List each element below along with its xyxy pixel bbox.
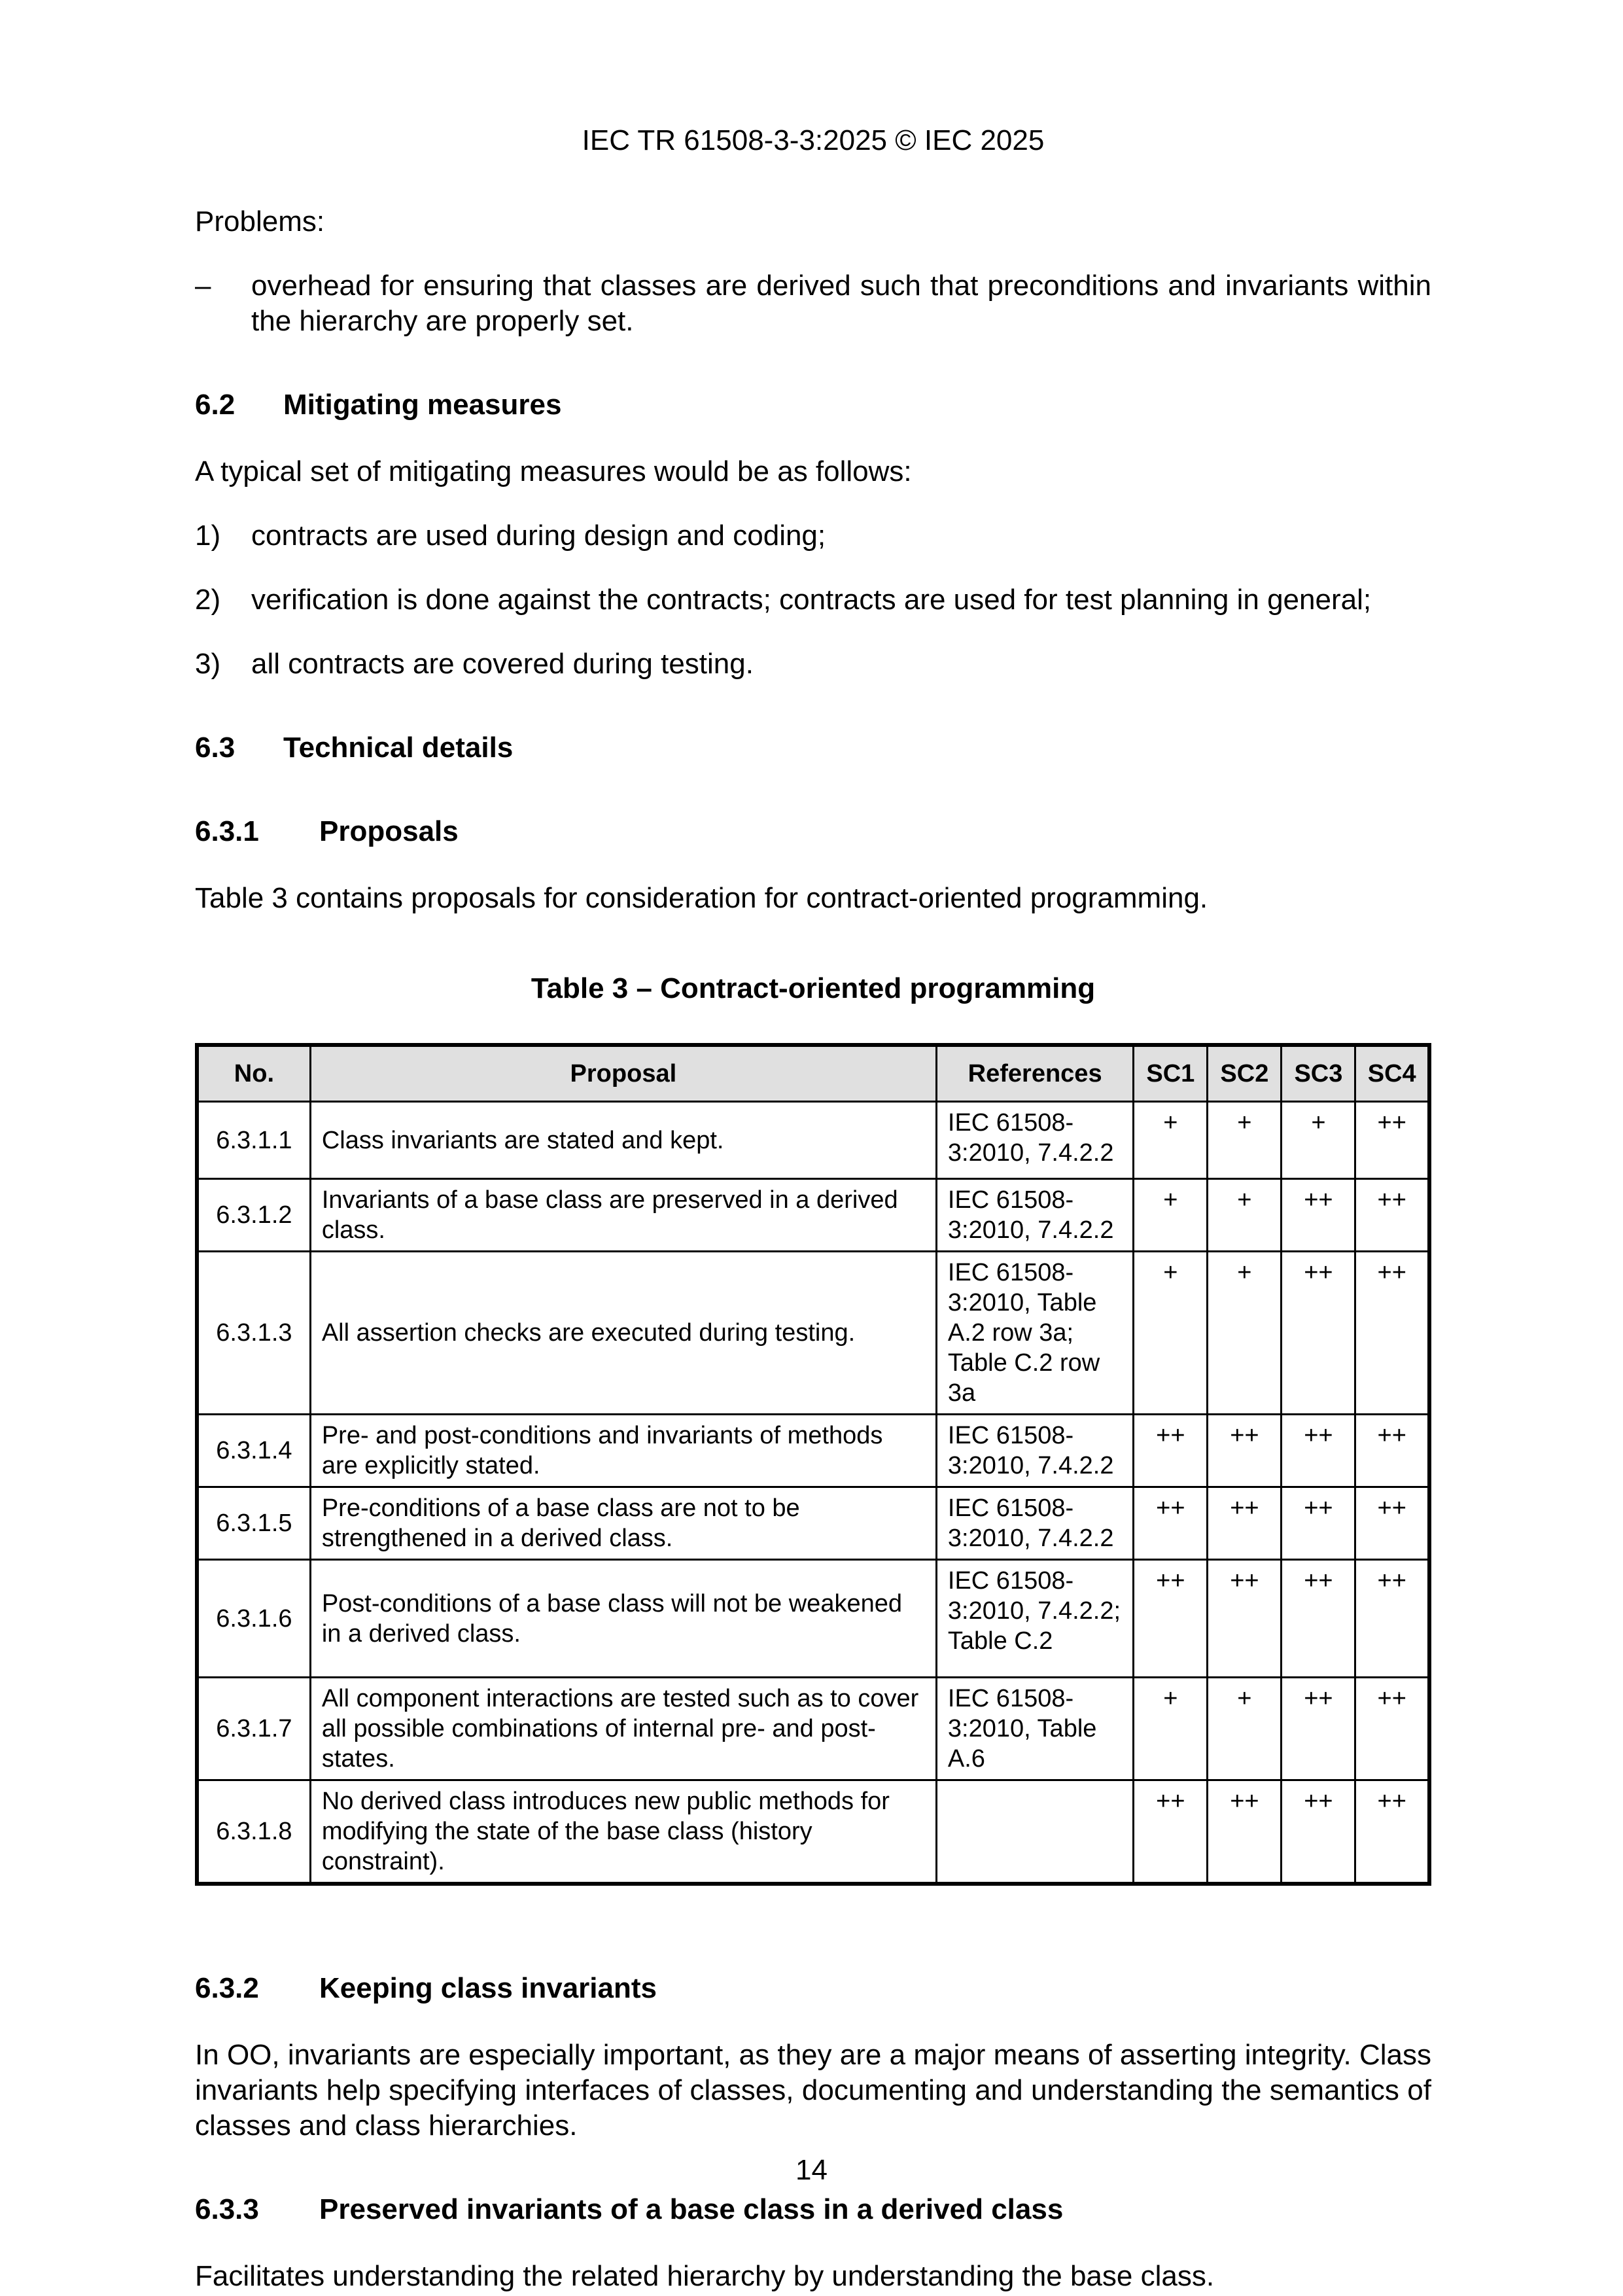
cell-references: IEC 61508-3:2010, 7.4.2.2; Table C.2 [936, 1560, 1133, 1678]
column-header-sc1: SC1 [1134, 1045, 1208, 1102]
cell-sc3: ++ [1282, 1179, 1355, 1252]
cell-references [936, 1780, 1133, 1884]
cell-sc2: ++ [1208, 1487, 1282, 1560]
column-header-proposal: Proposal [310, 1045, 936, 1102]
cell-sc4: ++ [1355, 1487, 1429, 1560]
heading-number: 6.3.3 [195, 2193, 259, 2225]
list-item-text: all contracts are covered during testing. [251, 648, 754, 680]
column-header-sc2: SC2 [1208, 1045, 1282, 1102]
heading-title: Preserved invariants of a base class in a derived class [319, 2193, 1064, 2225]
cell-proposal: Invariants of a base class are preserved in a derived class. [310, 1179, 936, 1252]
list-number: 3) [195, 648, 221, 680]
heading-6-3-3 [195, 2192, 1431, 2227]
cell-sc3: ++ [1282, 1252, 1355, 1415]
problem-item-text: overhead for ensuring that classes are derived such that preconditions and invariants within the hierarchy are properly set. [251, 270, 1431, 337]
cell-no: 6.3.1.5 [197, 1487, 310, 1560]
cell-no: 6.3.1.3 [197, 1252, 310, 1415]
table-row [197, 1415, 1429, 1487]
list-item-text: verification is done against the contracts; contracts are used for test planning in general; [251, 584, 1372, 616]
cell-sc3: ++ [1282, 1487, 1355, 1560]
cell-sc4: ++ [1355, 1179, 1429, 1252]
cell-sc4: ++ [1355, 1252, 1429, 1415]
cell-sc1: + [1134, 1252, 1208, 1415]
table-row [197, 1252, 1429, 1415]
cell-sc4: ++ [1355, 1780, 1429, 1884]
heading-6-3 [195, 730, 1431, 766]
column-header-references: References [936, 1045, 1133, 1102]
problem-list-item [195, 268, 1431, 339]
column-header-sc4: SC4 [1355, 1045, 1429, 1102]
table-row [197, 1179, 1429, 1252]
cell-references: IEC 61508-3:2010, 7.4.2.2 [936, 1415, 1133, 1487]
cell-sc2: ++ [1208, 1415, 1282, 1487]
table-header-row [197, 1045, 1429, 1102]
table-row [197, 1780, 1429, 1884]
cell-no: 6.3.1.6 [197, 1560, 310, 1678]
cell-sc4: ++ [1355, 1560, 1429, 1678]
cell-references: IEC 61508-3:2010, Table A.2 row 3a; Table C.2 row 3a [936, 1252, 1133, 1415]
heading-title: Technical details [283, 732, 514, 764]
cell-sc4: ++ [1355, 1102, 1429, 1179]
table-row [197, 1560, 1429, 1678]
proposals-table [195, 1043, 1431, 1886]
cell-sc2: ++ [1208, 1780, 1282, 1884]
cell-proposal: All assertion checks are executed during testing. [310, 1252, 936, 1415]
heading-title: Mitigating measures [283, 389, 562, 421]
table-row [197, 1678, 1429, 1780]
page-content [195, 123, 1431, 2294]
cell-proposal: All component interactions are tested such as to cover all possible combinations of internal pre- and post-states. [310, 1678, 936, 1780]
list-number: 1) [195, 520, 221, 552]
cell-sc4: ++ [1355, 1415, 1429, 1487]
cell-sc1: ++ [1134, 1780, 1208, 1884]
cell-no: 6.3.1.2 [197, 1179, 310, 1252]
heading-number: 6.3.2 [195, 1972, 259, 2004]
cell-sc3: ++ [1282, 1415, 1355, 1487]
cell-sc4: ++ [1355, 1678, 1429, 1780]
heading-6-3-2 [195, 1971, 1431, 2006]
cell-sc1: ++ [1134, 1560, 1208, 1678]
cell-sc2: + [1208, 1102, 1282, 1179]
heading-title: Proposals [319, 815, 459, 847]
cell-sc3: + [1282, 1102, 1355, 1179]
cell-no: 6.3.1.1 [197, 1102, 310, 1179]
heading-number: 6.3.1 [195, 815, 259, 847]
paragraph-6-3-1-intro: Table 3 contains proposals for consideration for contract-oriented programming. [195, 882, 1208, 914]
cell-sc3: ++ [1282, 1678, 1355, 1780]
cell-proposal: Class invariants are stated and kept. [310, 1102, 936, 1179]
column-header-no: No. [197, 1045, 310, 1102]
heading-number: 6.3 [195, 732, 236, 764]
cell-references: IEC 61508-3:2010, Table A.6 [936, 1678, 1133, 1780]
cell-references: IEC 61508-3:2010, 7.4.2.2 [936, 1487, 1133, 1560]
cell-sc1: ++ [1134, 1415, 1208, 1487]
cell-sc2: ++ [1208, 1560, 1282, 1678]
list-item-text: contracts are used during design and coding; [251, 520, 826, 552]
cell-references: IEC 61508-3:2010, 7.4.2.2 [936, 1179, 1133, 1252]
cell-sc2: + [1208, 1252, 1282, 1415]
cell-proposal: Pre-conditions of a base class are not to be strengthened in a derived class. [310, 1487, 936, 1560]
numbered-list-item [195, 582, 1431, 618]
heading-title: Keeping class invariants [319, 1972, 657, 2004]
heading-number: 6.2 [195, 389, 236, 421]
paragraph-6-3-3: Facilitates understanding the related hierarchy by understanding the base class. [195, 2260, 1215, 2292]
cell-sc2: + [1208, 1678, 1282, 1780]
cell-sc3: ++ [1282, 1560, 1355, 1678]
table-caption: Table 3 – Contract-oriented programming [531, 972, 1096, 1004]
cell-sc1: ++ [1134, 1487, 1208, 1560]
dash-bullet: – [195, 270, 211, 302]
numbered-list-item [195, 518, 1431, 554]
heading-6-2 [195, 387, 1431, 423]
running-header: IEC TR 61508-3-3:2025 © IEC 2025 [582, 124, 1045, 156]
numbered-list-item [195, 646, 1431, 682]
list-number: 2) [195, 584, 221, 616]
cell-proposal: Pre- and post-conditions and invariants of methods are explicitly stated. [310, 1415, 936, 1487]
cell-proposal: Post-conditions of a base class will not be weakened in a derived class. [310, 1560, 936, 1678]
table-row [197, 1487, 1429, 1560]
cell-proposal: No derived class introduces new public methods for modifying the state of the base class (history constraint). [310, 1780, 936, 1884]
cell-references: IEC 61508-3:2010, 7.4.2.2 [936, 1102, 1133, 1179]
cell-sc1: + [1134, 1102, 1208, 1179]
cell-sc2: + [1208, 1179, 1282, 1252]
page-number: 14 [795, 2154, 828, 2186]
column-header-sc3: SC3 [1282, 1045, 1355, 1102]
problems-label: Problems: [195, 205, 325, 238]
cell-no: 6.3.1.7 [197, 1678, 310, 1780]
cell-sc1: + [1134, 1179, 1208, 1252]
heading-6-3-1 [195, 814, 1431, 849]
cell-sc1: + [1134, 1678, 1208, 1780]
paragraph-6-2-intro: A typical set of mitigating measures would be as follows: [195, 455, 912, 487]
table-row [197, 1102, 1429, 1179]
cell-no: 6.3.1.4 [197, 1415, 310, 1487]
paragraph-6-3-2: In OO, invariants are especially important, as they are a major means of asserting integrity. Class invariants help specifying interfaces of classes, documenting and understanding the semantics of classes and class hierarchies. [195, 2039, 1431, 2142]
cell-no: 6.3.1.8 [197, 1780, 310, 1884]
cell-sc3: ++ [1282, 1780, 1355, 1884]
